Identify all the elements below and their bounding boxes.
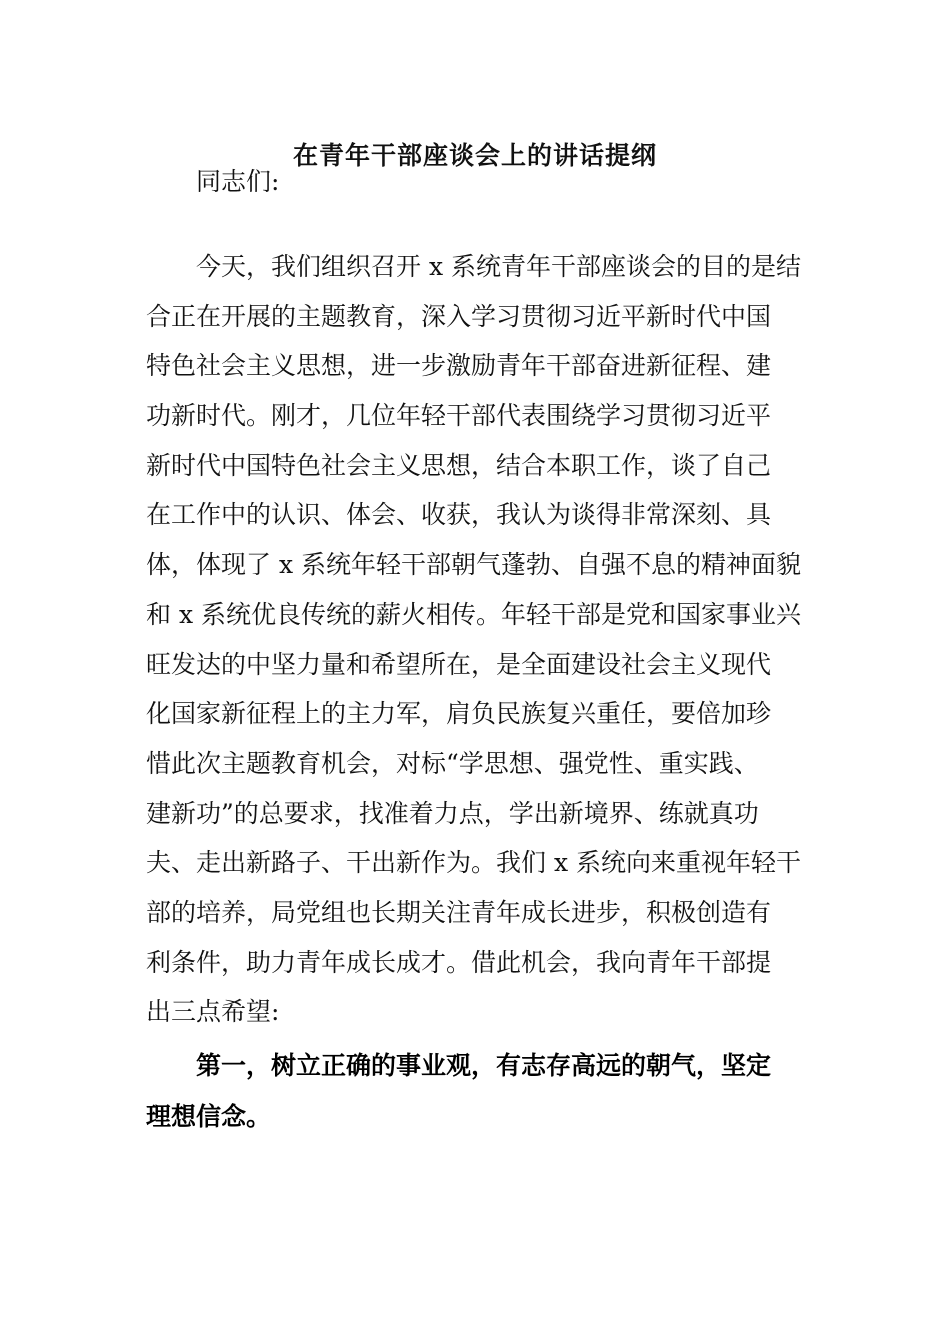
- paragraph-line: 体，体现了 x 系统年轻干部朝气蓬勃、自强不息的精神面貌: [146, 550, 801, 580]
- paragraph-line: 旺发达的中坚力量和希望所在，是全面建设社会主义现代: [146, 649, 772, 679]
- paragraph-line: 部的培养，局党组也长期关注青年成长进步，积极创造有: [146, 897, 772, 927]
- paragraph-line: 和 x 系统优良传统的薪火相传。年轻干部是党和国家事业兴: [146, 599, 801, 629]
- paragraph-line: 利条件，助力青年成长成才。借此机会，我向青年干部提: [146, 947, 772, 977]
- paragraph-line: 惜此次主题教育机会，对标“学思想、强党性、重实践、: [146, 748, 759, 778]
- document-title: 在青年干部座谈会上的讲话提纲: [292, 141, 657, 170]
- paragraph-line: 功新时代。刚才，几位年轻干部代表围绕学习贯彻习近平: [146, 401, 772, 431]
- paragraph-line: 建新功”的总要求，找准着力点，学出新境界、练就真功: [146, 798, 759, 828]
- salutation: 同志们:: [196, 167, 280, 196]
- paragraph-line: 在工作中的认识、体会、收获，我认为谈得非常深刻、具: [146, 500, 772, 530]
- intro-paragraph: [146, 242, 808, 1037]
- paragraph-line: 化国家新征程上的主力军，肩负民族复兴重任，要倍加珍: [146, 699, 772, 729]
- paragraph-line: 夫、走出新路子、干出新作为。我们 x 系统向来重视年轻干: [146, 848, 801, 878]
- heading-line: 第一，树立正确的事业观，有志存高远的朝气，坚定: [146, 1051, 772, 1080]
- paragraph-line: 今天，我们组织召开 x 系统青年干部座谈会的目的是结: [146, 252, 801, 281]
- paragraph-line: 出三点希望:: [146, 997, 280, 1027]
- section-heading-first: [146, 1040, 808, 1142]
- heading-line: 理想信念。: [146, 1102, 272, 1131]
- paragraph-line: 新时代中国特色社会主义思想，结合本职工作，谈了自己: [146, 450, 772, 480]
- paragraph-line: 合正在开展的主题教育，深入学习贯彻习近平新时代中国: [146, 301, 772, 331]
- paragraph-line: 特色社会主义思想，进一步激励青年干部奋进新征程、建: [146, 351, 772, 381]
